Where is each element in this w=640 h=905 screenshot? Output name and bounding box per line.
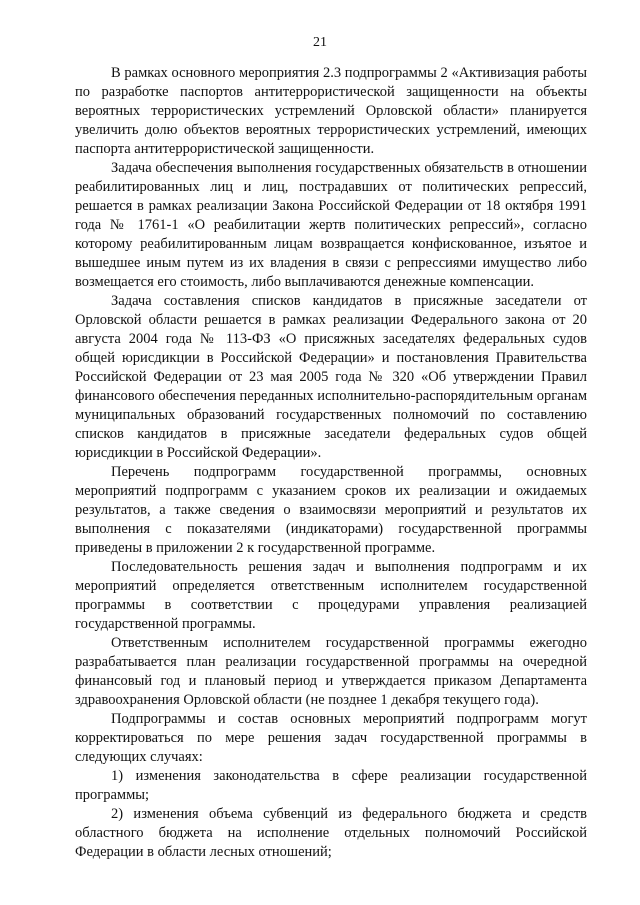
page-number: 21	[313, 35, 327, 50]
paragraph-activization: В рамках основного мероприятия 2.3 подпрограммы 2 «Активизация работы по разработке паспортов антитеррористической защищенности на объекты вероятных террористических устремлений Орловской области» планируется увеличить долю объектов вероятных террористических устремлений, имеющих паспорта антитеррористической защищенности.	[75, 65, 587, 157]
paragraph-sequence: Последовательность решения задач и выполнения подпрограмм и их мероприятий определяется ответственным исполнителем государственной программы в соответствии с процедурами управления реализацией государственной программы.	[75, 559, 587, 632]
paragraph-annual-plan: Ответственным исполнителем государственной программы ежегодно разрабатывается план реализации государственной программы на очередной финансовый год и плановый период и утверждается приказом Департамента здравоохранения Орловской области (не позднее 1 декабря текущего года).	[75, 635, 587, 708]
paragraph-subprogram-list: Перечень подпрограмм государственной программы, основных мероприятий подпрограмм с указанием сроков их реализации и ожидаемых результатов, а также сведения о взаимосвязи мероприятий и результатов их выполнения с показателями (индикаторами) государственной программы приведены в приложении 2 к государственной программе.	[75, 464, 587, 556]
paragraph-rehabilitation: Задача обеспечения выполнения государственных обязательств в отношении реабилитированных лиц и лиц, пострадавших от политических репрессий, решается в рамках реализации Закона Российской Федерации от 18 октября 1991 года № 1761-1 «О реабилитации жертв политических репрессий», согласно которому реабилитированным лицам возвращается конфискованное, изъятое и вышедшее иным путем из их владения в связи с репрессиями имущество либо возмещается его стоимость, либо выплачиваются денежные компенсации.	[75, 160, 587, 290]
list-item-1: 1) изменения законодательства в сфере реализации государственной программы;	[75, 768, 587, 803]
paragraph-jurors: Задача составления списков кандидатов в присяжные заседатели от Орловской области решается в рамках реализации Федерального закона от 20 августа 2004 года № 113-ФЗ «О присяжных заседателях федеральных судов общей юрисдикции в Российской Федерации» и постановления Правительства Российской Федерации от 23 мая 2005 года № 320 «Об утверждении Правил финансового обеспечения переданных исполнительно-распорядительным органам муниципальных образований государственных полномочий по составлению списков кандидатов в присяжные заседатели федеральных судов общей юрисдикции в Российской Федерации».	[75, 293, 587, 461]
list-item-2: 2) изменения объема субвенций из федерального бюджета и средств областного бюджета на исполнение отдельных полномочий Российской Федерации в области лесных отношений;	[75, 806, 587, 860]
paragraph-adjustment: Подпрограммы и состав основных мероприятий подпрограмм могут корректироваться по мере решения задач государственной программы в следующих случаях:	[75, 711, 587, 765]
body-text	[75, 64, 587, 862]
